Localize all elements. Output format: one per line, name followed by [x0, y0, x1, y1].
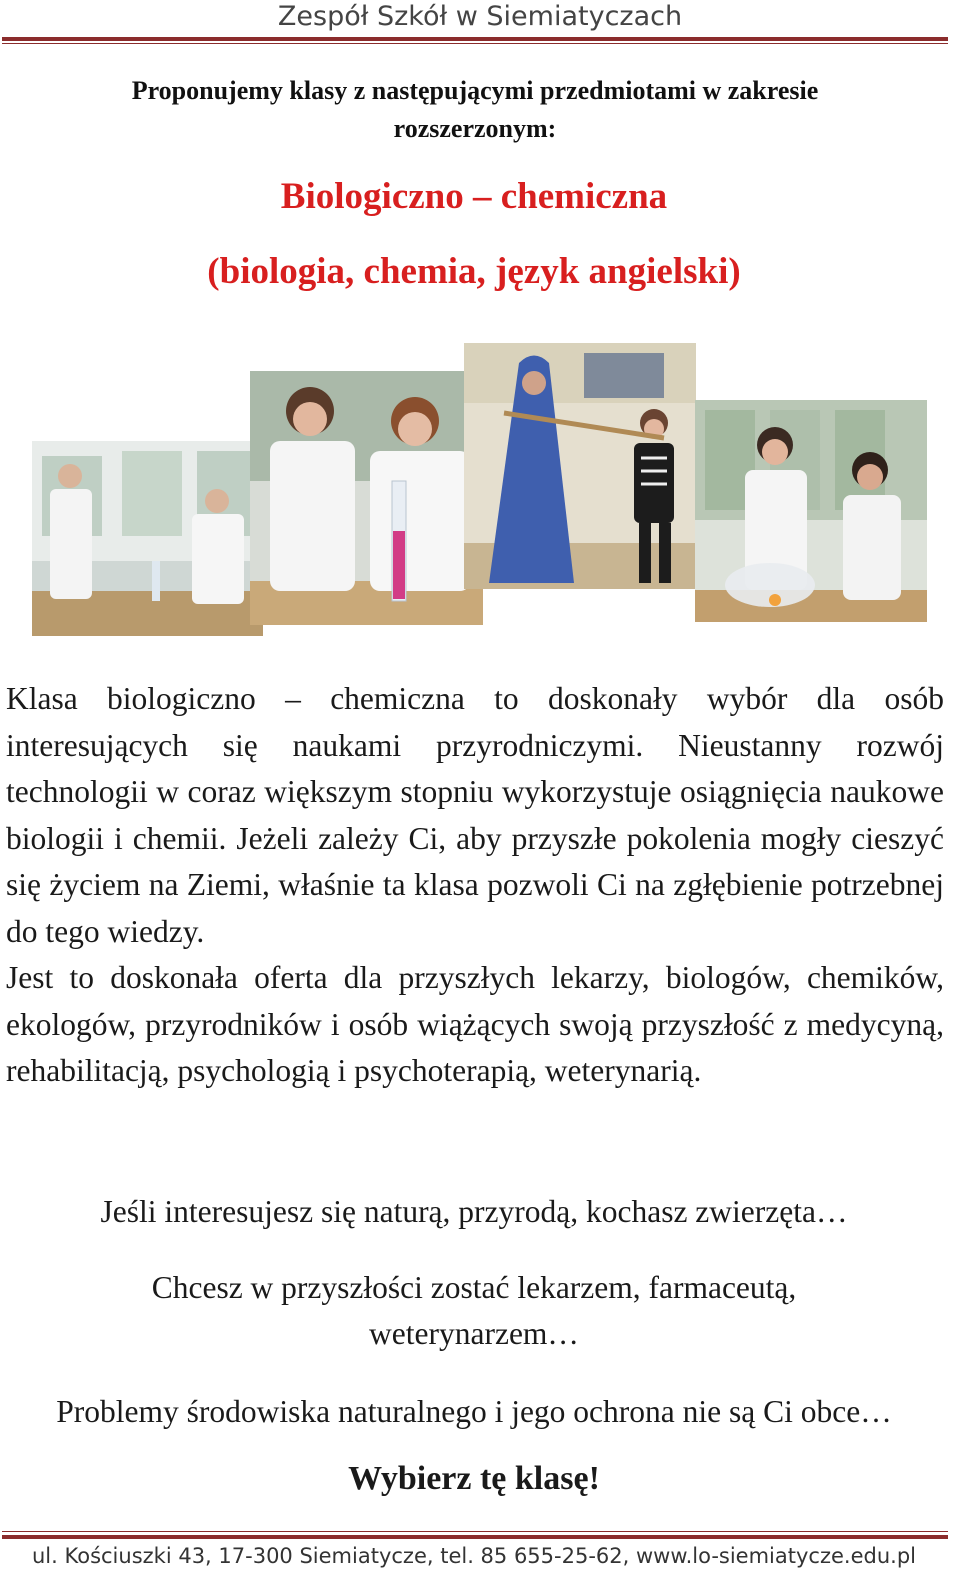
lab-girls-test-tube-photo	[250, 371, 483, 625]
description-paragraph-1: Klasa biologiczno – chemiczna to doskonały wybór dla osób interesujących się naukami przyrodniczymi. Nieustanny rozwój technologii w coraz większym stopniu wykorzystuje osiągnięcia naukowe biologii i chemii. Jeżeli zależy Ci, aby przyszłe pokolenia mogły cieszyć się życiem na Ziemi, właśnie ta klasa pozwoli Ci na zgłębienie potrzebnej do tego wiedzy.	[6, 681, 944, 949]
class-title: Biologiczno – chemiczna	[280, 176, 668, 217]
intro-line-1: Proponujemy klasy z następującymi przedmiotami w zakresie	[131, 76, 819, 105]
call-to-action: Wybierz tę klasę!	[348, 1460, 600, 1497]
question-career-line-2: weterynarzem…	[369, 1316, 579, 1351]
question-career-line-1: Chcesz w przyszłości zostać lekarzem, farmaceutą,	[151, 1270, 797, 1305]
description-paragraph-2: Jest to doskonała oferta dla przyszłych lekarzy, biologów, chemików, ekologów, przyrodników i osób wiążących swoją przyszłość z medycyną, rehabilitacją, psychologią i psychoterapią, weterynarią.	[6, 960, 944, 1088]
class-description	[6, 676, 944, 1095]
header-rule	[2, 37, 948, 41]
question-nature: Jeśli interesujesz się naturą, przyrodą, kochasz zwierzęta…	[100, 1194, 848, 1229]
class-subjects: (biologia, chemia, język angielski)	[207, 251, 741, 292]
intro-line-2: rozszerzonym:	[393, 114, 557, 143]
footer-address: ul. Kościuszki 43, 17-300 Siemiatycze, tel. 85 655-25-62, www.lo-siemiatycze.edu.pl	[32, 1544, 916, 1568]
footer-rule	[2, 1535, 948, 1539]
intro-text	[60, 72, 890, 148]
lab-smoke-experiment-photo	[695, 400, 927, 622]
footer-rule-thin	[2, 1531, 948, 1532]
question-environment: Problemy środowiska naturalnego i jego ochrona nie są Ci obce…	[56, 1394, 892, 1429]
header-rule-thin	[2, 43, 948, 44]
question-career	[0, 1265, 948, 1357]
school-name: Zespół Szkół w Siemiatyczach	[277, 1, 683, 32]
costume-skeleton-photo	[464, 343, 696, 589]
lab-boys-photo	[32, 441, 263, 636]
